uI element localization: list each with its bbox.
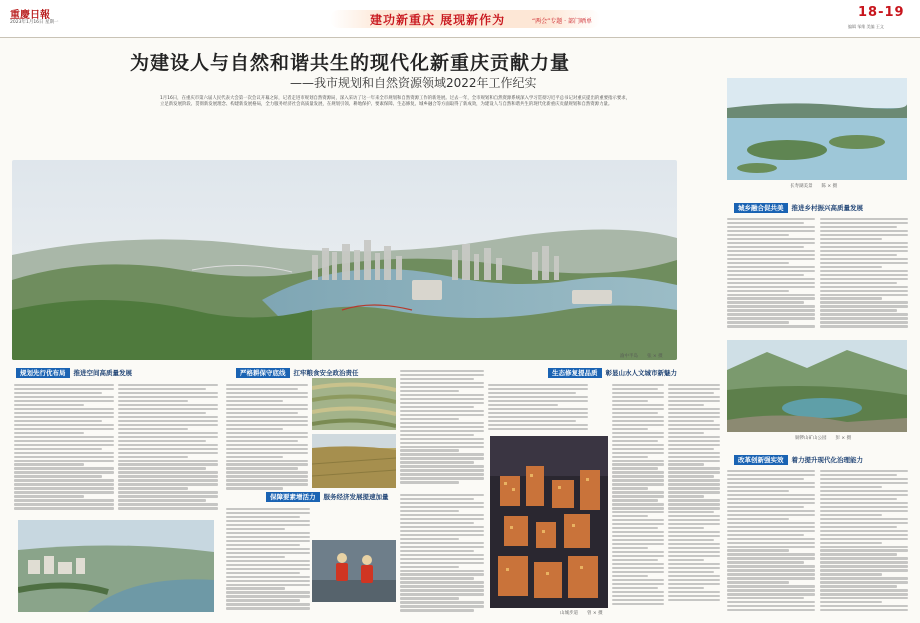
- section-head-planning: [16, 368, 132, 379]
- mine-park-photo: [727, 340, 907, 432]
- hero-photo-illustration: [12, 160, 677, 360]
- workers-photo: [312, 540, 396, 602]
- hero-photo: [12, 160, 677, 360]
- section-title-supply: 服务经济发展提速加量: [323, 493, 389, 501]
- section-tag-ecology: 生态修复提品质: [548, 368, 602, 378]
- text-urban-rural-col2: [820, 216, 908, 331]
- section-head-urban-rural: [734, 203, 863, 214]
- text-supply-col1: [226, 506, 310, 614]
- night-city-photo: [490, 436, 608, 608]
- page-subhead: ——我市规划和自然资源领域2022年工作纪实: [290, 76, 537, 90]
- column-banner: [330, 6, 600, 32]
- newspaper-logo: 重慶日報: [10, 10, 50, 21]
- page-numbers: 18-19: [858, 5, 905, 20]
- text-ecology-col1: [488, 382, 588, 432]
- section-head-ecology: [548, 368, 677, 379]
- text-reform-col1: [727, 468, 815, 616]
- section-tag-farmland: 严格耕保守底线: [236, 368, 290, 378]
- text-supply-col2: [400, 492, 484, 614]
- lake-photo: [727, 78, 907, 180]
- mine-park-caption: 铜锣山矿山公园 彭 × 摄: [795, 436, 852, 441]
- farmland-photo-illustration: [312, 434, 396, 488]
- hero-caption: 渝中半岛 张 × 摄: [620, 354, 663, 359]
- terrace-photo: [312, 378, 396, 430]
- text-ecology-col3: [668, 382, 720, 612]
- lake-caption: 长寿湖美景 陈 × 摄: [790, 184, 838, 189]
- section-title-urban-rural: 推进乡村振兴高质量发展: [791, 204, 863, 212]
- mine-park-photo-illustration: [727, 340, 907, 432]
- text-farmland-col2: [400, 368, 484, 488]
- section-tag-urban-rural: 城乡融合促共美: [734, 203, 788, 213]
- section-head-supply: [266, 492, 389, 503]
- section-tag-supply: 保障要素增活力: [266, 492, 320, 502]
- editor-credits: 编辑 邹维 美编 王文: [848, 24, 884, 29]
- text-ecology-col2: [612, 382, 664, 612]
- section-tag-reform: 改革创新强实效: [734, 455, 788, 465]
- lead-paragraph: 1月16日，在重庆市第六届人民代表大会第一次会议开幕之际，记者走进市规划自然资源局，深入采访了这一年来全市规划和自然资源工作的新进展。过去一年，全市规划和自然资源系统深入学习贯彻习近平总书记对重庆提出的重要指示要求，立足新发展阶段、贯彻新发展理念、构建新发展格局，全力服务经济社会高质量发展，在规划引领、耕地保护、要素保障、生态修复、城乡融合等方面取得了新成效，为建设人与自然和谐共生的现代化新重庆贡献规划和自然资源力量。: [160, 96, 630, 108]
- river-city-photo: [18, 520, 214, 612]
- text-planning-col2: [118, 382, 218, 512]
- night-city-caption: 山城步道 曾 × 摄: [560, 611, 603, 616]
- workers-photo-illustration: [312, 540, 396, 602]
- section-title-planning: 推进空间高质量发展: [73, 369, 132, 377]
- banner-subtitle: “两会”专题 · 部门晒单: [532, 18, 592, 25]
- section-tag-planning: 规划先行优布局: [16, 368, 70, 378]
- issue-date: 2023年1月16日 星期一: [10, 20, 59, 25]
- text-farmland-col1: [226, 382, 308, 492]
- section-title-farmland: 扛牢粮食安全政治责任: [293, 369, 359, 377]
- masthead: [0, 0, 920, 38]
- banner-title: 建功新重庆 展现新作为: [370, 13, 506, 27]
- text-planning-col1: [14, 382, 114, 512]
- text-reform-col2: [820, 468, 908, 616]
- night-city-photo-illustration: [490, 436, 608, 608]
- lake-photo-illustration: [727, 78, 907, 180]
- river-city-photo-illustration: [18, 520, 214, 612]
- text-urban-rural-col1: [727, 216, 815, 331]
- section-title-reform: 着力提升现代化治理能力: [791, 456, 863, 464]
- farmland-photo: [312, 434, 396, 488]
- page-headline: 为建设人与自然和谐共生的现代化新重庆贡献力量: [130, 52, 571, 74]
- terrace-photo-illustration: [312, 378, 396, 430]
- section-title-ecology: 彰显山水人文城市新魅力: [605, 369, 677, 377]
- section-head-reform: [734, 455, 863, 466]
